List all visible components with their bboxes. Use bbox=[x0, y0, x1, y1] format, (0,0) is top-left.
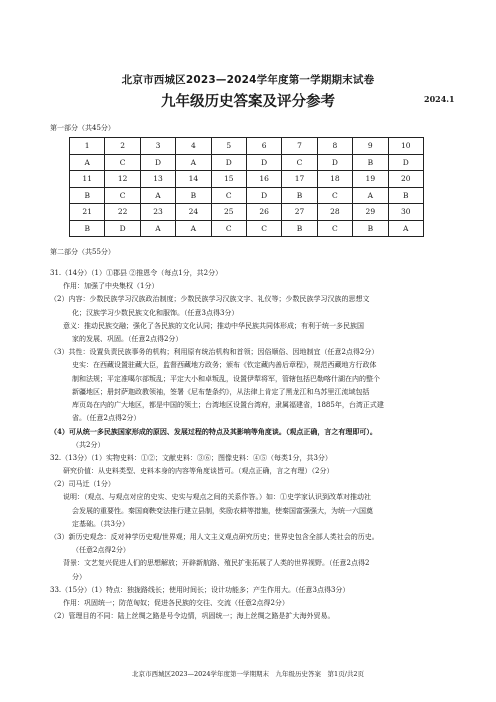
answer-cell: B bbox=[282, 187, 317, 204]
question-number-cell: 6 bbox=[246, 138, 281, 155]
answer-cell: A bbox=[353, 187, 388, 204]
answer-cell: B bbox=[388, 187, 423, 204]
answer-line: 会发展的重要性。秦国商鞅变法推行建立县制，奖励农耕等措施，使秦国富强强大，为统一六国奠 bbox=[72, 506, 373, 515]
question-number-cell: 13 bbox=[140, 171, 175, 188]
answer-cell: C bbox=[282, 154, 317, 171]
answer-row bbox=[70, 154, 424, 171]
answer-cell: B bbox=[353, 220, 388, 237]
answer-line: 研究价值：从史料类型、史料本身的内容等角度谈皆可。（观点正确，言之有理）（2分） bbox=[63, 467, 334, 476]
answer-cell: C bbox=[317, 220, 352, 237]
answer-line: 31.（14分）（1）①郡县 ②推恩令（每点1分，共2分） bbox=[50, 269, 223, 277]
answer-line: （3）共性：设置负责民族事务的机构；利用原有统治机构和首领；因俗顺俗、因地制宜（任意2点得2分） bbox=[50, 348, 379, 357]
answer-cell: A bbox=[140, 220, 175, 237]
answer-line: 作用：巩固统一；防范匈奴；促进各民族的交往、交流（任意2点得2分） bbox=[63, 599, 289, 608]
question-number-cell: 30 bbox=[388, 204, 423, 221]
answer-cell: D bbox=[246, 187, 281, 204]
answer-row bbox=[70, 187, 424, 204]
part2-heading: 第二部分（共55分） bbox=[50, 248, 115, 256]
question-number-cell: 10 bbox=[388, 138, 423, 155]
answer-cell: A bbox=[70, 154, 105, 171]
answer-line: 库页岛在内的广大地区，都是中国的领土；台湾地区设置台湾府，隶属福建省，1885年，台湾正式建 bbox=[72, 401, 384, 410]
question-number-cell: 24 bbox=[176, 204, 211, 221]
answer-cell: A bbox=[140, 187, 175, 204]
question-number-cell: 5 bbox=[211, 138, 246, 155]
question-number-cell: 29 bbox=[353, 204, 388, 221]
answer-line: （2）内容：少数民族学习汉族政治制度；少数民族学习汉族文字、礼仪等；少数民族学习汉族的思想文 bbox=[50, 295, 370, 304]
question-number-cell: 18 bbox=[317, 171, 352, 188]
question-number-cell: 7 bbox=[282, 138, 317, 155]
answer-title: 九年级历史答案及评分参考 bbox=[161, 94, 335, 110]
question-number-cell: 1 bbox=[70, 138, 105, 155]
answer-cell: D bbox=[211, 154, 246, 171]
question-number-cell: 4 bbox=[176, 138, 211, 155]
answer-line: 分） bbox=[72, 572, 86, 581]
answer-cell: C bbox=[105, 187, 140, 204]
answer-line: 意义：推动民族交融；强化了各民族的文化认同；推动中华民族共同体形成；有利于统一多民族国 bbox=[63, 321, 364, 330]
question-number-cell: 19 bbox=[353, 171, 388, 188]
question-number-cell: 21 bbox=[70, 204, 105, 221]
answer-line: 省。（任意2点得2分） bbox=[72, 414, 141, 423]
answer-cell: C bbox=[211, 220, 246, 237]
answer-line: 33.（15分）（1）特点：独拢路线长；使用时间长；设计功能多；产生作用大。（任意3点得3分） bbox=[50, 585, 350, 594]
answer-cell: C bbox=[246, 220, 281, 237]
answer-cell: B bbox=[70, 187, 105, 204]
answer-line: （2）管理目的不同：陆上丝绸之路是号令边情，巩固统一；海上丝绸之路是扩大海外贸易。 bbox=[50, 612, 335, 621]
answer-cell: A bbox=[176, 154, 211, 171]
answer-line: 定基础。（共3分） bbox=[72, 519, 129, 528]
answer-line: 32.（13分）（1）实物史料：①②；文献史料：③⑥；图像史料：④⑤（每类1分，共3分） bbox=[50, 453, 332, 462]
answer-cell: D bbox=[105, 220, 140, 237]
question-number-row bbox=[70, 171, 424, 188]
answer-line: （2）司马迁（1分） bbox=[50, 480, 115, 489]
question-number-cell: 20 bbox=[388, 171, 423, 188]
answer-cell: D bbox=[388, 154, 423, 171]
answer-line: 家的发展、巩固。（任意2点得2分） bbox=[72, 335, 183, 344]
answer-line: （3）新历史观念：反对神学历史观/世界观；用人文主义观点研究历史；世界史包含全部人类社会的历史。 bbox=[50, 533, 379, 542]
question-number-cell: 27 bbox=[282, 204, 317, 221]
part1-heading: 第一部分（共45分） bbox=[50, 124, 115, 132]
answer-cell: B bbox=[282, 220, 317, 237]
exam-title: 北京市西城区2023—2024学年度第一学期期末试卷 bbox=[121, 74, 375, 86]
answer-cell: C bbox=[317, 187, 352, 204]
question-number-row bbox=[70, 204, 424, 221]
answer-line: 背景：文艺复兴促进人们的思想解放；开辟新航路、殖民扩张拓展了人类的世界视野。（任意2点得2 bbox=[63, 559, 370, 568]
answer-line: 作用：加强了中央集权（1分） bbox=[63, 282, 159, 291]
answer-line: 制和法规；平定准噶尔部叛乱；平定大小和卓叛乱，设置伊犁将军，管辖包括巴勒喀什湖在内的整个 bbox=[72, 374, 380, 383]
answer-cell: B bbox=[70, 220, 105, 237]
question-number-cell: 28 bbox=[317, 204, 352, 221]
question-number-cell: 14 bbox=[176, 171, 211, 188]
answer-table bbox=[69, 137, 424, 237]
answer-line: （4）可从统一多民族国家形成的原因、发展过程的特点及其影响等角度谈。（观点正确，言之有理即可）。 bbox=[50, 427, 377, 437]
answer-cell: B bbox=[176, 187, 211, 204]
answer-row bbox=[70, 220, 424, 237]
answer-cell: C bbox=[105, 154, 140, 171]
answer-cell: A bbox=[388, 220, 423, 237]
answer-cell: D bbox=[140, 154, 175, 171]
question-number-cell: 22 bbox=[105, 204, 140, 221]
question-number-cell: 2 bbox=[105, 138, 140, 155]
answer-line: 说明：（观点、与观点对应的史实、史实与观点之间的关系作答。）如：①史学家认识到改革对推动社 bbox=[63, 493, 371, 502]
answer-cell: C bbox=[211, 187, 246, 204]
page-footer: 北京市西城区2023—2024学年度第一学期期末 九年级历史答案 第1页/共2页 bbox=[131, 670, 365, 678]
question-number-cell: 25 bbox=[211, 204, 246, 221]
question-number-cell: 11 bbox=[70, 171, 105, 188]
answer-line: （共2分） bbox=[72, 440, 105, 449]
question-number-cell: 3 bbox=[140, 138, 175, 155]
answer-cell: D bbox=[317, 154, 352, 171]
answer-line: 化；汉族学习少数民族文化和服饰。（任意3点得3分） bbox=[72, 308, 239, 317]
answer-cell: B bbox=[353, 154, 388, 171]
question-number-cell: 12 bbox=[105, 171, 140, 188]
part2-content bbox=[50, 267, 450, 623]
answer-line: （任意2点得2分） bbox=[72, 546, 130, 555]
question-number-cell: 9 bbox=[353, 138, 388, 155]
answer-cell: D bbox=[246, 154, 281, 171]
question-number-row bbox=[70, 138, 424, 155]
question-number-cell: 15 bbox=[211, 171, 246, 188]
answer-line: 史实：在西藏设置驻藏大臣，监督西藏地方政务；颁布《钦定藏内善后章程》，规范西藏地方行政体 bbox=[72, 361, 377, 370]
answer-cell: A bbox=[176, 220, 211, 237]
question-number-cell: 8 bbox=[317, 138, 352, 155]
answer-line: 新疆地区；册封萨迦政教领袖，签署《尼布楚条约》，从法律上肯定了黑龙江和乌苏里江流域包括 bbox=[72, 387, 370, 396]
exam-date: 2024.1 bbox=[424, 94, 455, 104]
question-number-cell: 16 bbox=[246, 171, 281, 188]
question-number-cell: 23 bbox=[140, 204, 175, 221]
question-number-cell: 26 bbox=[246, 204, 281, 221]
question-number-cell: 17 bbox=[282, 171, 317, 188]
